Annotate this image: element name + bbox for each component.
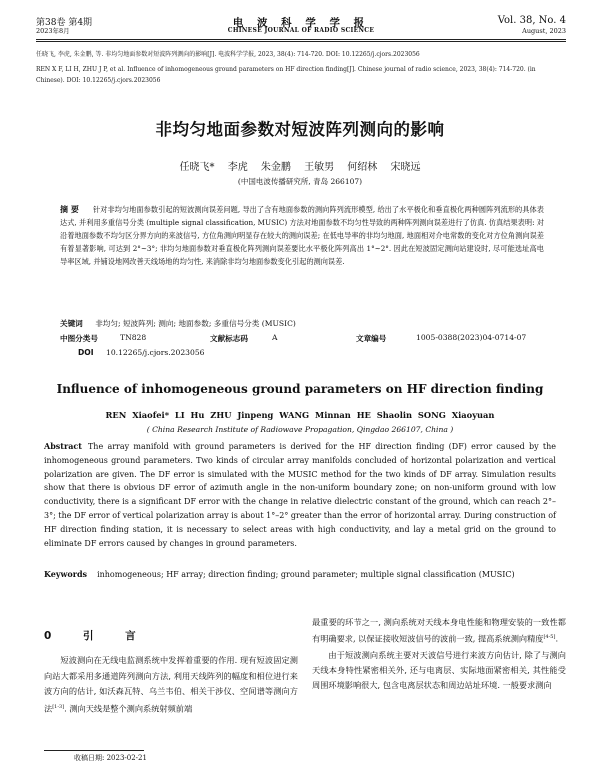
- abstract-cn: [60, 203, 544, 268]
- body-paragraph: 由于短波测向系统主要对天波信号进行来波方向估计, 除了与测向天线本身特性紧密相关外, 还与电离层、实际地面紧密相关, 其性能受周围环境影响很大, 包含电离层状态和周边站址环境. 一般要求测向: [312, 649, 566, 691]
- abstract-en-label: Abstract: [44, 441, 82, 451]
- abstract-en: [44, 440, 556, 550]
- doc-code-label: 文献标志码: [210, 334, 248, 343]
- affiliation-cn: (中国电波传播研究所, 青岛 266107): [237, 177, 363, 186]
- body-paragraph: [44, 653, 298, 716]
- paper-title-en: Influence of inhomogeneous ground parameters on HF direction finding: [56, 382, 544, 396]
- abstract-en-text: The array manifold with ground parameters is derived for the HF direction finding (DF) error caused by the inhomogeneous ground parameters. Two kinds of circular array manifolds concluded of horizontal polarization and vertical polarization are given. The DF error is simulated with the MUSIC method for the two kinds of DF array. Simulation results show that there is obvious DF error of azimuth angle in the non-uniform boundary zone; on non-uniform ground with low conductivity, there is a significant DF error with the change in relative dielectric constant of the ground, which can reach 2°–3°; the DF error of vertical polarization array is about 1°–2° greater than the error of horizontal array. During construction of HF direction finding station, it is necessary to select areas with high conductivity, and lay a metal grid on the ground to eliminate DF errors caused by changes in ground parameters.: [44, 442, 556, 548]
- header-rule-second: [36, 41, 566, 42]
- journal-title-cn: 电 波 科 学 学 报: [232, 17, 370, 29]
- authors-en: REN Xiaofei* LI Hu ZHU Jinpeng WANG Minnan HE Shaolin SONG Xiaoyuan: [105, 410, 495, 420]
- keywords-cn-text: 非均匀; 短波阵列; 测向; 地面参数; 多重信号分类 (MUSIC): [95, 319, 296, 328]
- citation-cn: 任晓飞, 李虎, 朱金鹏, 等. 非均匀地面参数对短波阵列测向的影响[J]. 电波科学学报, 2023, 38(4): 714-720. DOI: 10.12265/j.cjors.2023056: [36, 51, 420, 58]
- abstract-cn-text: 针对非均匀地面参数引起的短波测向误差问题, 导出了含有地面参数的测向阵列流形模型, 给出了水平极化和垂直极化两种圆阵列流形的具体表达式, 并利用多重信号分类 (multiple signal classification, MUSIC) 方法对地面参数不均匀性导致的两种阵列测向误差进行了仿真. 仿真结果表明: 对沿着地面参数不均匀区分界方向的来波信号, 方位角测向明显存在较大的测向误差; 在低电导率的非均匀地面, 地面相对介电常数的变化对方位角测向误差有着显著影响, 可达到 2°~3°; 非均匀地面参数对垂直极化阵列测向误差要比水平极化阵列高出 1°~2°. 因此在短波固定测向站建设时, 尽可能选址高电导率区域, 并铺设地网改善天线场地的均匀性, 来消除非均匀地面参数变化引起的测向误差.: [60, 205, 544, 266]
- volume-en: Vol. 38, No. 4: [497, 15, 566, 26]
- body-text-tail: . 测向天线是整个测向系统射频前端: [64, 703, 193, 714]
- citation-ref[interactable]: [4-5]: [543, 634, 556, 641]
- body-paragraph: [312, 615, 566, 648]
- body-left-column: [44, 615, 298, 717]
- citation-en: REN X F, LI H, ZHU J P, et al. Influence of inhomogeneous ground parameters on HF direction finding[J]. Chinese journal of radio science, 2023, 38(4): 714-720. (in Chinese). DOI: 10.12265/j.cjors.2023056: [36, 66, 536, 84]
- clc-value: TN828: [120, 333, 147, 342]
- body-right-column: [312, 615, 566, 694]
- body-text-tail: .: [555, 634, 559, 645]
- received-date: 收稿日期: 2023-02-21: [74, 754, 147, 762]
- keywords-en-text: inhomogeneous; HF array; direction finding; ground parameter; multiple signal classification (MUSIC): [97, 570, 515, 579]
- body-text: 最重要的环节之一, 测向系统对天线本身电性能和物理安装的一致性都有明确要求, 以保证接收短波信号的波前一致, 提高系统测向精度: [312, 617, 566, 645]
- article-no-label: 文章编号: [356, 334, 387, 343]
- running-header: [36, 15, 566, 37]
- date-cn: 2023年8月: [36, 27, 70, 35]
- doi-line: [60, 348, 544, 360]
- body-text: 短波测向在无线电监测系统中发挥着重要的作用. 现有短波固定测向站大都采用多通道阵列测向方法, 利用天线阵列的幅度和相位进行来波方向的估计, 如沃森瓦特、乌兰韦伯、相关干涉仪、空间谱等测向方法: [44, 655, 298, 714]
- journal-title-en: CHINESE JOURNAL OF RADIO SCIENCE: [227, 27, 375, 34]
- doc-code-value: A: [272, 333, 278, 342]
- header-rule: [36, 39, 566, 40]
- affiliation-en: ( China Research Institute of Radiowave Propagation, Qingdao 266107, China ): [146, 425, 454, 434]
- section-heading: 0 引 言: [44, 630, 150, 642]
- keywords-en: [44, 568, 556, 582]
- date-en: August, 2023: [522, 27, 566, 35]
- keywords-cn-label: 关键词: [60, 319, 83, 328]
- authors-cn: 任晓飞* 李虎 朱金鹏 王敏男 何绍林 宋晓远: [179, 162, 421, 173]
- paper-title-cn: 非均匀地面参数对短波阵列测向的影响: [155, 120, 445, 139]
- doi-value: 10.12265/j.cjors.2023056: [106, 348, 205, 357]
- volume-cn: 第38卷 第4期: [36, 18, 93, 28]
- abstract-cn-label: 摘 要: [60, 205, 79, 214]
- article-no-value: 1005-0388(2023)04-0714-07: [416, 333, 527, 342]
- doi-label: DOI: [78, 348, 94, 357]
- keywords-cn: [60, 318, 544, 329]
- clc-label: 中图分类号: [60, 334, 98, 343]
- citation-ref[interactable]: [1-3]: [52, 703, 65, 710]
- classification-line: [60, 333, 544, 345]
- footnote-rule: [44, 750, 144, 751]
- keywords-en-label: Keywords: [44, 569, 88, 579]
